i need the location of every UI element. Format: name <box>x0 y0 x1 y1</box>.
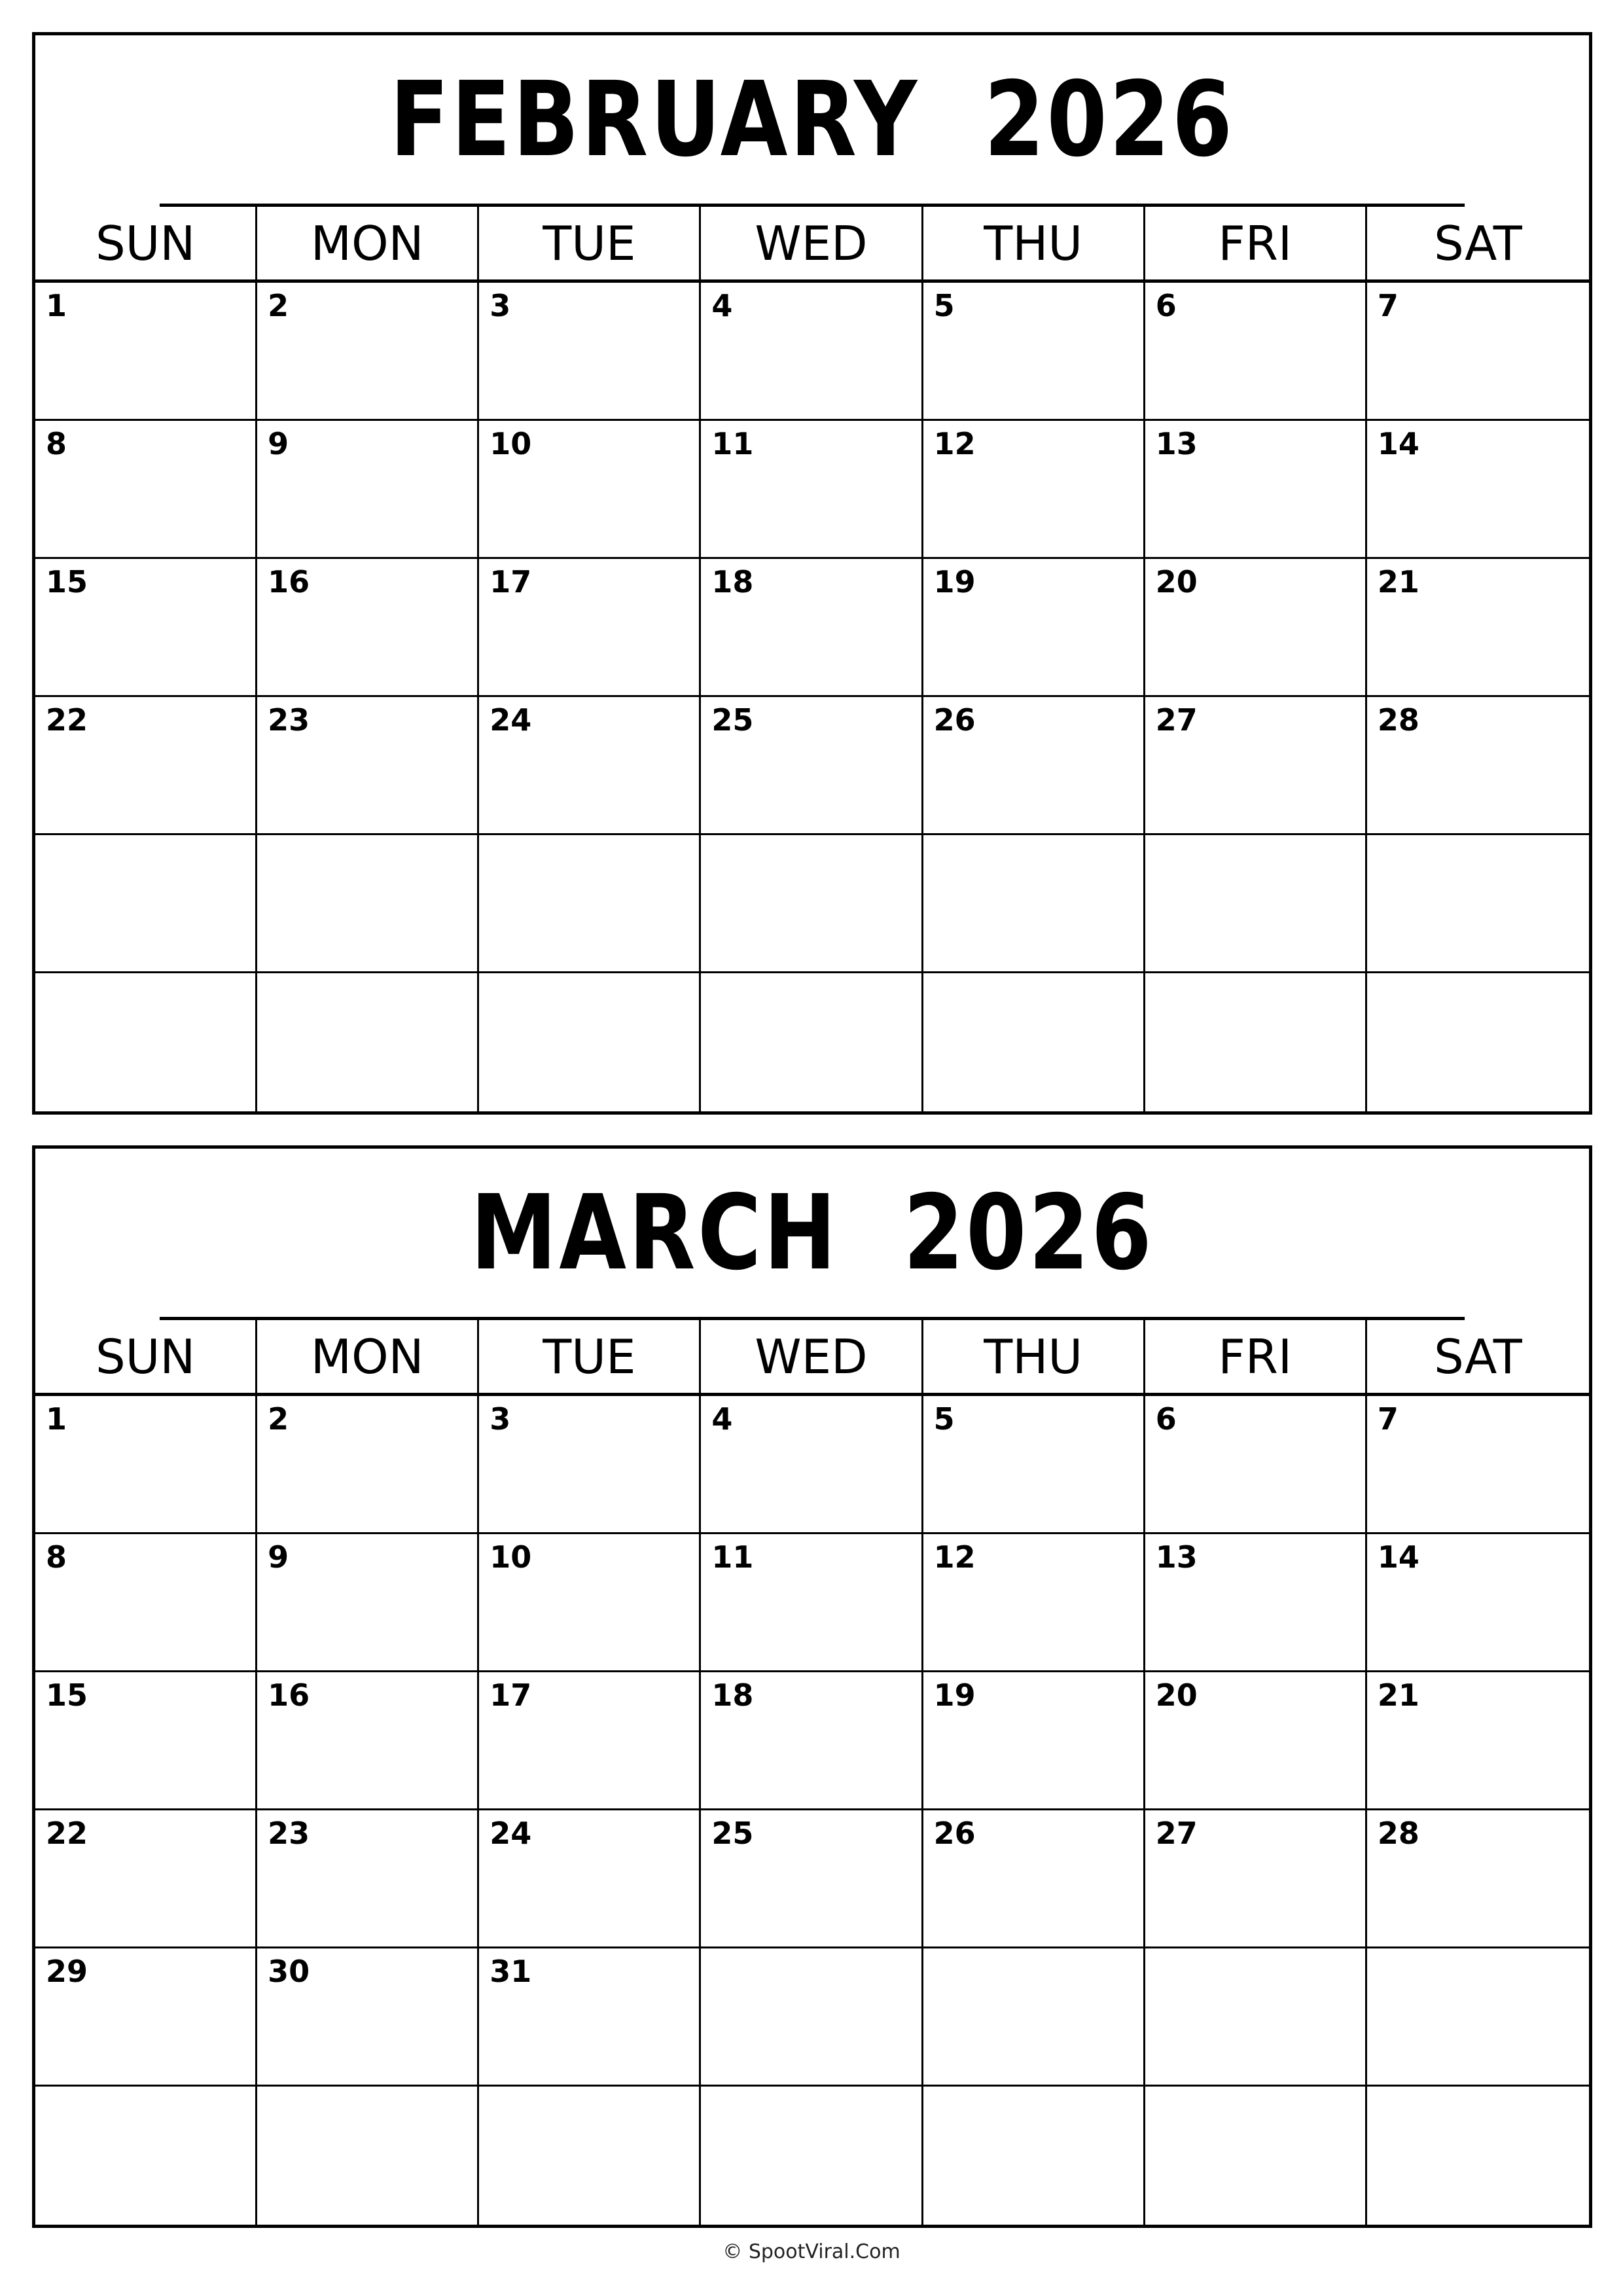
weekday-mon: MON <box>257 1320 479 1393</box>
day-cell <box>257 697 479 835</box>
day-cell <box>701 1948 923 2087</box>
day-number: 20 <box>1155 564 1198 600</box>
day-cell <box>479 1534 701 1672</box>
day-cell <box>257 1672 479 1810</box>
weekday-fri: FRI <box>1145 207 1367 279</box>
day-number: 5 <box>933 1401 955 1437</box>
day-cell <box>479 973 701 1111</box>
day-cell <box>257 283 479 421</box>
day-number: 7 <box>1377 288 1399 323</box>
day-cell <box>701 1810 923 1948</box>
day-number: 25 <box>711 1816 754 1851</box>
weekday-thu: THU <box>923 207 1145 279</box>
day-number: 26 <box>933 702 976 738</box>
day-number: 2 <box>268 1401 289 1437</box>
day-cell <box>479 1810 701 1948</box>
weekday-sun: SUN <box>35 1320 257 1393</box>
day-number: 13 <box>1155 426 1198 461</box>
weekday-tue: TUE <box>479 1320 701 1393</box>
day-cell <box>701 421 923 559</box>
day-cell <box>257 1948 479 2087</box>
day-cell <box>701 1396 923 1534</box>
day-cell <box>257 1810 479 1948</box>
day-cell <box>479 1396 701 1534</box>
day-number: 14 <box>1377 1539 1419 1575</box>
day-number: 23 <box>268 1816 310 1851</box>
day-cell <box>1145 1948 1367 2087</box>
calendar-february <box>32 32 1592 1115</box>
day-cell <box>479 2087 701 2225</box>
day-cell <box>1367 559 1589 697</box>
day-cell <box>1367 835 1589 973</box>
day-number: 6 <box>1155 1401 1177 1437</box>
day-cell <box>257 559 479 697</box>
day-cell <box>35 835 257 973</box>
day-number: 1 <box>46 1401 67 1437</box>
day-number: 11 <box>711 1539 754 1575</box>
day-cell <box>701 1534 923 1672</box>
day-cell <box>923 973 1145 1111</box>
day-number: 18 <box>711 564 754 600</box>
day-cell <box>35 1672 257 1810</box>
day-cell <box>257 1396 479 1534</box>
day-cell <box>1145 421 1367 559</box>
day-number: 24 <box>490 702 532 738</box>
weekday-fri: FRI <box>1145 1320 1367 1393</box>
weekday-sat: SAT <box>1434 215 1522 271</box>
day-cell <box>1367 421 1589 559</box>
day-cell <box>257 835 479 973</box>
day-number: 6 <box>1155 288 1177 323</box>
day-cell <box>1145 697 1367 835</box>
days-grid <box>35 1396 1589 2225</box>
day-cell <box>479 421 701 559</box>
day-number: 10 <box>490 426 532 461</box>
day-number: 7 <box>1377 1401 1399 1437</box>
day-number: 17 <box>490 564 532 600</box>
month-title: MARCH 2026 <box>160 1149 1465 1320</box>
day-cell <box>35 1810 257 1948</box>
day-cell <box>1145 1396 1367 1534</box>
weekday-mon: MON <box>257 207 479 279</box>
day-cell <box>1367 1534 1589 1672</box>
day-number: 23 <box>268 702 310 738</box>
day-cell <box>479 1672 701 1810</box>
day-cell <box>257 2087 479 2225</box>
day-cell <box>479 835 701 973</box>
day-cell <box>1367 2087 1589 2225</box>
weekday-header-row <box>35 207 1589 283</box>
day-cell <box>1145 283 1367 421</box>
day-cell <box>35 1948 257 2087</box>
day-cell <box>35 973 257 1111</box>
footer-credit: © SpootViral.Com <box>722 2240 901 2263</box>
day-number: 3 <box>490 288 511 323</box>
day-number: 22 <box>46 702 88 738</box>
weekday-wed: WED <box>701 207 923 279</box>
day-number: 14 <box>1377 426 1419 461</box>
day-number: 22 <box>46 1816 88 1851</box>
day-cell <box>701 835 923 973</box>
day-number: 10 <box>490 1539 532 1575</box>
day-cell <box>701 697 923 835</box>
day-cell <box>923 2087 1145 2225</box>
day-cell <box>35 1534 257 1672</box>
day-cell <box>1367 283 1589 421</box>
day-number: 28 <box>1377 702 1419 738</box>
day-cell <box>35 421 257 559</box>
day-number: 11 <box>711 426 754 461</box>
day-cell <box>1367 1948 1589 2087</box>
day-number: 4 <box>711 288 733 323</box>
day-cell <box>479 559 701 697</box>
day-cell <box>35 697 257 835</box>
day-cell <box>1367 1810 1589 1948</box>
day-cell <box>701 973 923 1111</box>
day-cell <box>257 1534 479 1672</box>
day-cell <box>1145 1672 1367 1810</box>
day-number: 21 <box>1377 1677 1419 1713</box>
day-number: 21 <box>1377 564 1419 600</box>
day-cell <box>1145 2087 1367 2225</box>
day-cell <box>1367 697 1589 835</box>
day-cell <box>257 421 479 559</box>
day-number: 5 <box>933 288 955 323</box>
weekday-sun: SUN <box>35 207 257 279</box>
day-number: 9 <box>268 1539 289 1575</box>
day-number: 8 <box>46 1539 67 1575</box>
day-number: 26 <box>933 1816 976 1851</box>
day-cell <box>35 2087 257 2225</box>
day-number: 27 <box>1155 702 1198 738</box>
day-number: 3 <box>490 1401 511 1437</box>
day-number: 20 <box>1155 1677 1198 1713</box>
day-number: 30 <box>268 1954 310 1989</box>
day-cell <box>701 283 923 421</box>
day-number: 9 <box>268 426 289 461</box>
day-number: 31 <box>490 1954 532 1989</box>
day-number: 15 <box>46 1677 88 1713</box>
day-number: 4 <box>711 1401 733 1437</box>
weekday-thu: THU <box>923 1320 1145 1393</box>
day-cell <box>923 1810 1145 1948</box>
day-cell <box>35 559 257 697</box>
day-cell <box>1367 1396 1589 1534</box>
day-number: 8 <box>46 426 67 461</box>
day-cell <box>1367 973 1589 1111</box>
day-cell <box>923 1672 1145 1810</box>
weekday-header-row <box>35 1320 1589 1396</box>
day-cell <box>923 283 1145 421</box>
day-number: 25 <box>711 702 754 738</box>
day-cell <box>479 1948 701 2087</box>
calendar-march <box>32 1145 1592 2228</box>
day-cell <box>923 835 1145 973</box>
day-number: 24 <box>490 1816 532 1851</box>
day-number: 19 <box>933 564 976 600</box>
day-cell <box>923 1396 1145 1534</box>
day-number: 28 <box>1377 1816 1419 1851</box>
day-number: 18 <box>711 1677 754 1713</box>
day-number: 13 <box>1155 1539 1198 1575</box>
day-cell <box>35 283 257 421</box>
day-cell <box>1145 1534 1367 1672</box>
day-cell <box>923 697 1145 835</box>
day-number: 2 <box>268 288 289 323</box>
day-number: 29 <box>46 1954 88 1989</box>
day-number: 17 <box>490 1677 532 1713</box>
day-cell <box>1145 1810 1367 1948</box>
day-cell <box>923 1534 1145 1672</box>
day-cell <box>701 559 923 697</box>
day-cell <box>1145 559 1367 697</box>
day-number: 19 <box>933 1677 976 1713</box>
day-cell <box>1367 1672 1589 1810</box>
day-number: 16 <box>268 1677 310 1713</box>
day-number: 12 <box>933 426 976 461</box>
day-cell <box>701 2087 923 2225</box>
day-cell <box>257 973 479 1111</box>
days-grid <box>35 283 1589 1111</box>
day-number: 15 <box>46 564 88 600</box>
day-cell <box>479 697 701 835</box>
day-number: 16 <box>268 564 310 600</box>
day-number: 27 <box>1155 1816 1198 1851</box>
day-cell <box>479 283 701 421</box>
day-number: 12 <box>933 1539 976 1575</box>
day-cell <box>35 1396 257 1534</box>
weekday-wed: WED <box>701 1320 923 1393</box>
day-cell <box>1145 835 1367 973</box>
weekday-tue: TUE <box>479 207 701 279</box>
day-number: 1 <box>46 288 67 323</box>
day-cell <box>923 1948 1145 2087</box>
day-cell <box>923 559 1145 697</box>
day-cell <box>1145 973 1367 1111</box>
month-title: FEBRUARY 2026 <box>160 35 1465 207</box>
day-cell <box>701 1672 923 1810</box>
day-cell <box>923 421 1145 559</box>
weekday-sat: SAT <box>1434 1329 1522 1384</box>
